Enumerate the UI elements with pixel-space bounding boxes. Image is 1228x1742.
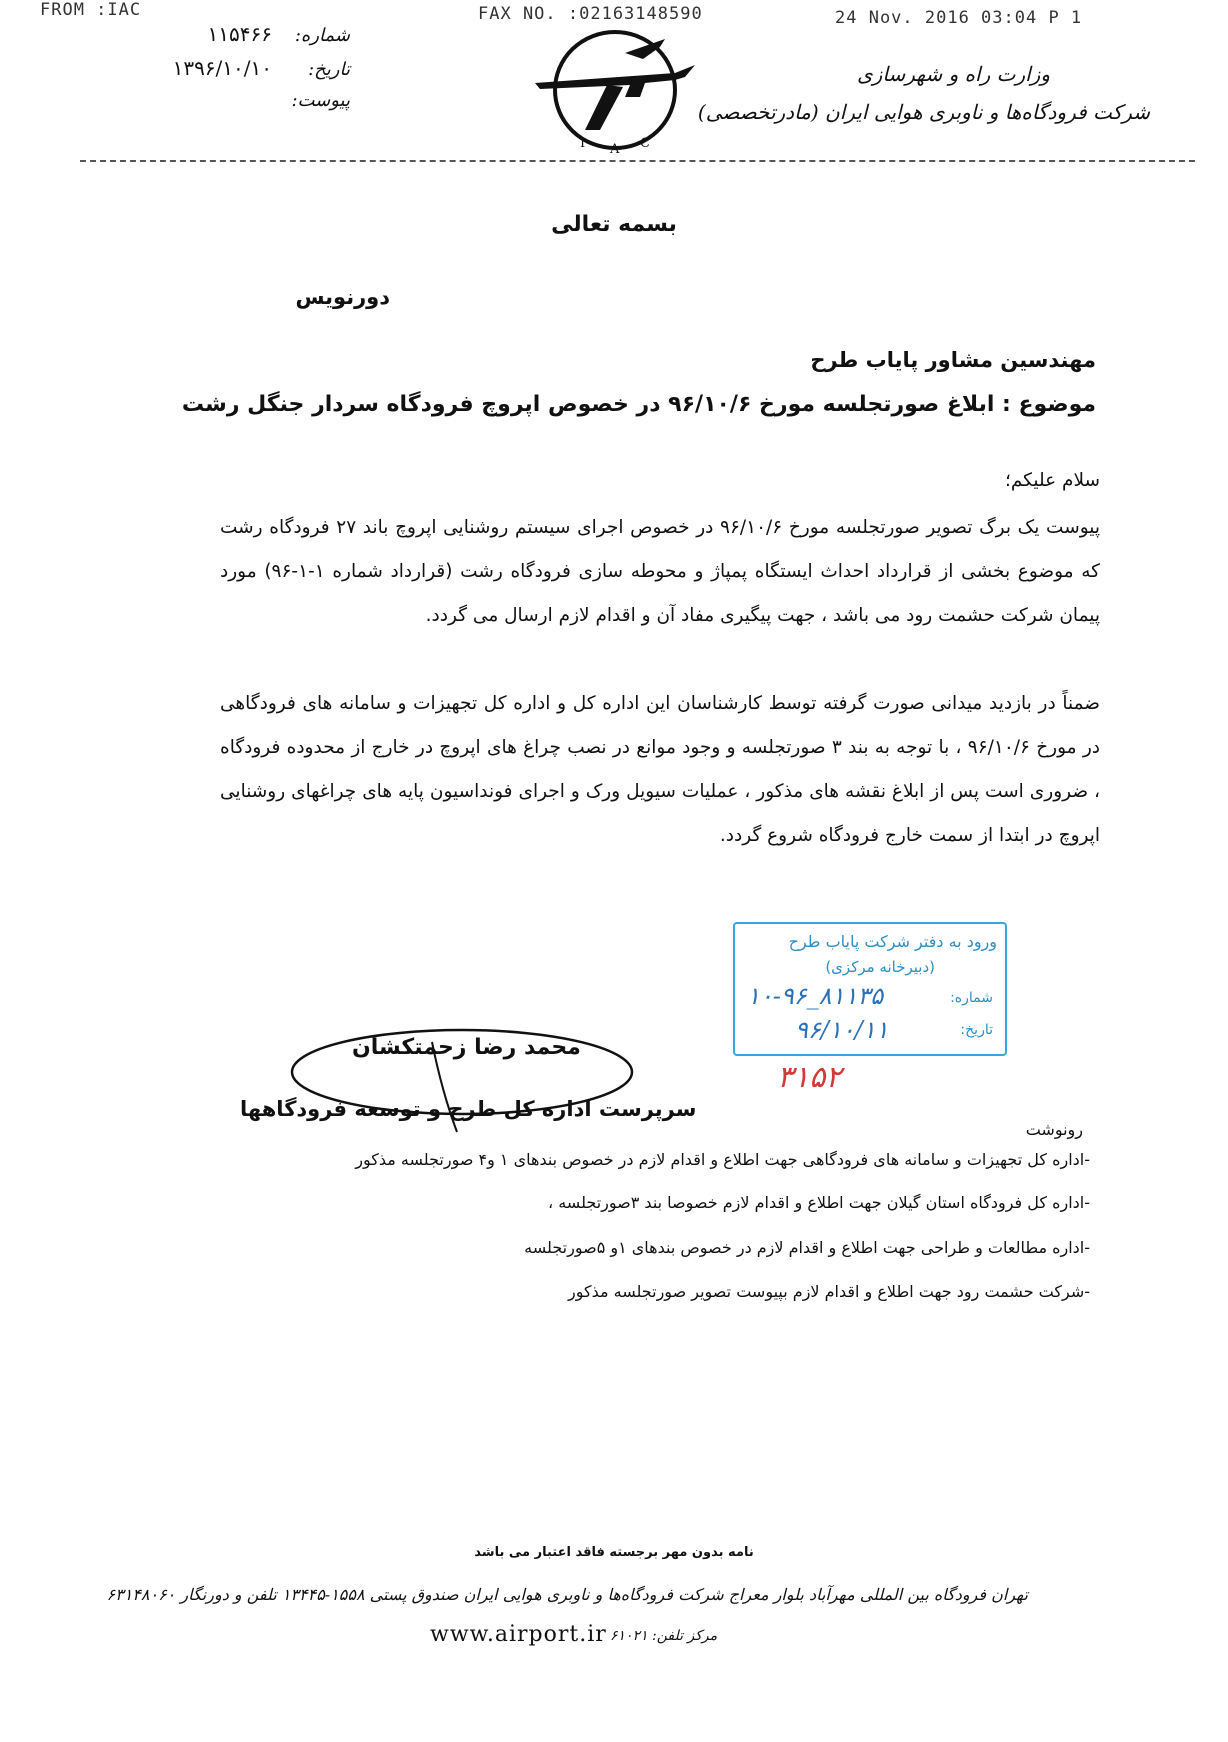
ref-date-label: تاریخ: bbox=[308, 59, 350, 80]
header-divider bbox=[80, 160, 1195, 162]
cc-label: رونوشت bbox=[1025, 1120, 1083, 1139]
ref-attachment-label: پیوست: bbox=[291, 90, 350, 111]
iac-logo-icon bbox=[525, 25, 705, 155]
footer-website: www.airport.ir bbox=[430, 1622, 607, 1647]
greeting: سلام علیکم؛ bbox=[1004, 470, 1100, 491]
subject-line: موضوع : ابلاغ صورتجلسه مورخ ۹۶/۱۰/۶ در خصوص اپروچ فرودگاه سردار جنگل رشت bbox=[181, 392, 1096, 417]
stamp-title: ورود به دفتر شرکت پایاب طرح bbox=[788, 932, 997, 951]
ref-date-value: ۱۳۹۶/۱۰/۱۰ bbox=[172, 56, 272, 80]
logo-letter-c: C bbox=[640, 136, 650, 151]
footer-address: تهران فرودگاه بین المللی مهرآباد بلوار معراج شرکت فرودگاه‌ها و ناوبری هوایی ایران صندوق پستی ۱۵۵۸-۱۳۴۴۵ تلفن و دورنگار ۶۳۱۴۸۰۶۰ bbox=[106, 1585, 1028, 1604]
company-name: شرکت فرودگاه‌ها و ناوبری هوایی ایران (مادرتخصصی) bbox=[697, 100, 1150, 124]
basmala: بسمه تعالی bbox=[551, 212, 677, 237]
cc-item: -اداره کل تجهیزات و سامانه های فرودگاهی جهت اطلاع و اقدام لازم در خصوص بندهای ۱ و۴ صورتجلسه مذکور bbox=[355, 1150, 1090, 1169]
recipient: مهندسین مشاور پایاب طرح bbox=[810, 348, 1096, 372]
receipt-stamp bbox=[733, 922, 1007, 1056]
footer-phone-center: مرکز تلفن: ۶۱۰۲۱ bbox=[610, 1628, 718, 1644]
fax-number: FAX NO. :02163148590 bbox=[478, 4, 703, 24]
stamp-number-value: ۱۰-۹۶_۸۱۱۳۵ bbox=[747, 982, 884, 1010]
handwritten-number: ۳۱۵۲ bbox=[777, 1060, 842, 1095]
signer-title: سرپرست اداره کل طرح و توسعه فرودگاهها bbox=[240, 1097, 697, 1121]
logo-letter-a: A bbox=[610, 142, 620, 155]
stamp-date-label: تاریخ: bbox=[960, 1022, 993, 1038]
logo-letter-i: I bbox=[580, 136, 586, 151]
footer-validity-note: نامه بدون مهر برجسته فاقد اعتبار می باشد bbox=[474, 1545, 754, 1560]
stamp-number-label: شماره: bbox=[950, 990, 993, 1006]
cc-item: -اداره مطالعات و طراحی جهت اطلاع و اقدام لازم در خصوص بندهای ۱و ۵صورتجلسه bbox=[524, 1238, 1090, 1257]
signer-name: محمد رضا زحمتکشان bbox=[352, 1035, 581, 1060]
cc-item: -شرکت حشمت رود جهت اطلاع و اقدام لازم بپیوست تصویر صورتجلسه مذکور bbox=[567, 1282, 1090, 1301]
reference-block bbox=[150, 22, 350, 124]
body-paragraph-2: ضمناً در بازدید میدانی صورت گرفته توسط کارشناسان این اداره کل و اداره کل تجهیزات و سامانه های فرودگاهی در مورخ ۹۶/۱۰/۶ ، با توجه به بند ۳ صورتجلسه و وجود موانع در نصب چراغ های اپروچ در خارج از محدوده فرودگاه ، ضروری است پس از ابلاغ نقشه های مذکور ، عملیات سیویل ورک و اجرای فونداسیون پایه های چراغهای روشنایی اپروچ در ابتدا از سمت خارج فرودگاه شروع گردد. bbox=[220, 693, 1100, 846]
stamp-date-value: ۹۶/۱۰/۱۱ bbox=[795, 1016, 889, 1044]
body-paragraph-1: پیوست یک برگ تصویر صورتجلسه مورخ ۹۶/۱۰/۶ در خصوص اجرای سیستم روشنایی اپروچ باند ۲۷ فرودگاه رشت که موضوع بخشی از قرارداد احداث ایستگاه پمپاژ و محوطه سازی فرودگاه رشت (قرارداد شماره ۱-۱-۹۶) مورد پیمان شرکت حشمت رود می باشد ، جهت پیگیری مفاد آن و اقدام لازم ارسال می گردد. bbox=[220, 517, 1100, 626]
copy-label: دورنویس bbox=[295, 285, 390, 309]
stamp-subtitle: (دبیرخانه مرکزی) bbox=[825, 958, 935, 976]
fax-timestamp: 24 Nov. 2016 03:04 P 1 bbox=[835, 8, 1083, 28]
ref-number-label: شماره: bbox=[294, 25, 350, 46]
ministry-name: وزارت راه و شهرسازی bbox=[857, 62, 1050, 86]
fax-from: FROM :IAC bbox=[40, 0, 142, 20]
cc-item: -اداره کل فرودگاه استان گیلان جهت اطلاع و اقدام لازم خصوصا بند ۳صورتجلسه ، bbox=[547, 1193, 1090, 1212]
ref-number-value: ۱۱۵۴۶۶ bbox=[207, 22, 272, 46]
